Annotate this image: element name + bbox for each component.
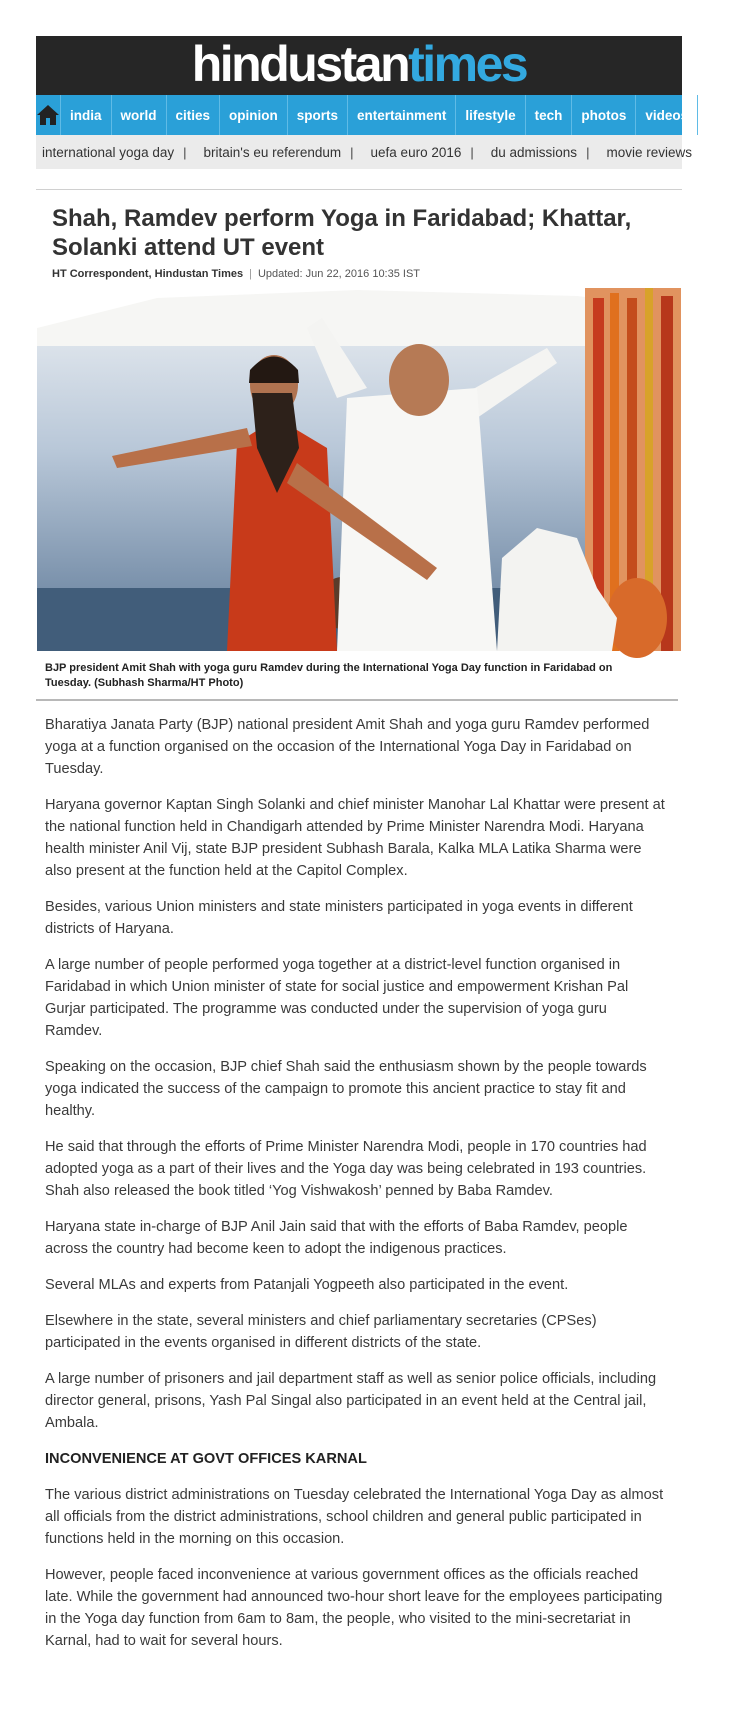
nav-home[interactable] [36, 95, 61, 135]
trending-link[interactable]: uefa euro 2016 [370, 144, 462, 160]
nav-item-lifestyle[interactable]: lifestyle [456, 95, 525, 135]
article-headline: Shah, Ramdev perform Yoga in Faridabad; Khattar, Solanki attend UT event [52, 205, 632, 261]
nav-item-entertainment[interactable]: entertainment [348, 95, 456, 135]
byline [52, 268, 420, 280]
article-paragraph: Haryana state in-charge of BJP Anil Jain said that with the efforts of Baba Ramdev, people across the country had become keen to adopt the indigenous practices. [45, 1219, 628, 1257]
article-photo [37, 288, 681, 651]
trending-link[interactable]: movie reviews [606, 144, 692, 160]
masthead [36, 36, 682, 95]
article-paragraph: Besides, various Union ministers and state ministers participated in yoga events in different districts of Haryana. [45, 899, 633, 937]
article-paragraph: However, people faced inconvenience at various government offices as the officials reached late. While the government had announced two-hour short leave for the employees participating in the Yoga day function from 6am to 8am, the people, who visited to the mini-secretariat in Karnal, had to wait for several hours. [45, 1567, 663, 1649]
nav-item-world[interactable]: world [112, 95, 167, 135]
trending-separator: | [183, 144, 187, 160]
divider [36, 699, 678, 701]
article-paragraph: The various district administrations on Tuesday celebrated the International Yoga Day as almost all officials from the district administrations, school children and general public participated in functions held in the morning on this occasion. [45, 1487, 664, 1547]
trending-separator: | [470, 144, 474, 160]
trending-separator: | [350, 144, 354, 160]
nav-item-india[interactable]: india [61, 95, 112, 135]
nav-item-videos[interactable]: videos [636, 95, 698, 135]
article-paragraph: Bharatiya Janata Party (BJP) national president Amit Shah and yoga guru Ramdev performed yoga at a function organised on the occasion of the International Yoga Day in Faridabad on Tuesday. [45, 717, 650, 777]
divider [36, 189, 682, 190]
trending-link[interactable]: international yoga day [42, 144, 175, 160]
article-paragraph: A large number of people performed yoga together at a district-level function organised in Faridabad in which Union minister of state for social justice and empowerment Krishan Pal Gurjar participated. The programme was conducted under the supervision of yoga guru Ramdev. [45, 957, 629, 1039]
home-icon [36, 104, 60, 126]
trending-separator: | [586, 144, 590, 160]
updated-timestamp: Updated: Jun 22, 2016 10:35 IST [257, 268, 421, 280]
trending-link[interactable]: du admissions [490, 144, 578, 160]
article-paragraph: He said that through the efforts of Prime Minister Narendra Modi, people in 170 countries had adopted yoga as a part of their lives and the Yoga day was being celebrated in 193 countries. Shah also released the book titled ‘Yog Vishwakosh’ penned by Baba Ramdev. [45, 1139, 647, 1199]
article-paragraph: Several MLAs and experts from Patanjali Yogpeeth also participated in the event. [45, 1277, 569, 1293]
author[interactable]: HT Correspondent, Hindustan Times [52, 268, 244, 280]
nav-item-photos[interactable]: photos [572, 95, 636, 135]
nav-item-opinion[interactable]: opinion [220, 95, 288, 135]
trending-link[interactable]: britain's eu referendum [203, 144, 342, 160]
main-nav [36, 95, 689, 135]
nav-item-tech[interactable]: tech [526, 95, 573, 135]
nav-item-cities[interactable]: cities [167, 95, 221, 135]
article-body [45, 714, 665, 1666]
site-logo[interactable] [191, 35, 527, 92]
byline-separator: | [249, 268, 252, 280]
article-subheading: INCONVENIENCE AT GOVT OFFICES KARNAL [45, 1451, 367, 1467]
nav-item-sports[interactable]: sports [288, 95, 348, 135]
logo-part-2: times [408, 35, 527, 92]
article-paragraph: Elsewhere in the state, several ministers and chief parliamentary secretaries (CPSes) participated in the events organised in different districts of the state. [45, 1313, 597, 1351]
article-paragraph: Speaking on the occasion, BJP chief Shah said the enthusiasm shown by the people towards yoga indicated the success of the campaign to promote this ancient practice to stay fit and healthy. [45, 1059, 647, 1119]
photo-caption: BJP president Amit Shah with yoga guru Ramdev during the International Yoga Day function in Faridabad on Tuesday. (Subhash Sharma/HT Photo) [45, 662, 613, 689]
trending-bar [36, 135, 692, 169]
article-paragraph: A large number of prisoners and jail department staff as well as senior police officials, including director general, prisons, Yash Pal Singal also participated in an event held at the Central jail, Ambala. [45, 1371, 657, 1431]
article-paragraph: Haryana governor Kaptan Singh Solanki and chief minister Manohar Lal Khattar were present at the national function held in Chandigarh attended by Prime Minister Narendra Modi. Haryana health minister Anil Vij, state BJP president Subhash Barala, Kalka MLA Latika Sharma were also present at the function held at the Capitol Complex. [45, 797, 665, 879]
logo-part-1: hindustan [191, 35, 409, 92]
